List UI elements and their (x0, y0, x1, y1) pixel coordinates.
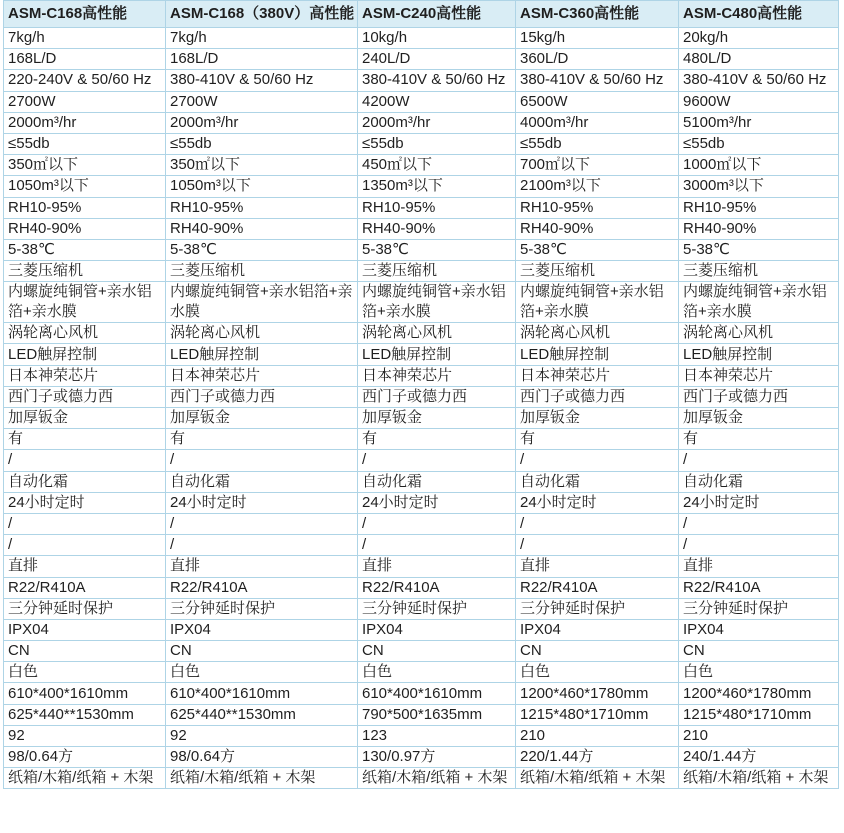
spec-cell: 24小时定时 (358, 492, 516, 513)
spec-cell: 20kg/h (679, 28, 839, 49)
spec-cell: R22/R410A (4, 577, 166, 598)
spec-cell: / (358, 535, 516, 556)
spec-cell: 直排 (679, 556, 839, 577)
spec-cell: ≤55db (679, 133, 839, 154)
spec-cell: 5100m³/hr (679, 112, 839, 133)
table-row (4, 704, 839, 725)
spec-cell: 三分钟延时保护 (516, 598, 679, 619)
spec-cell: 1215*480*1710mm (679, 704, 839, 725)
spec-cell: 纸箱/木箱/纸箱 + 木架 (4, 768, 166, 789)
table-row (4, 725, 839, 746)
table-row (4, 323, 839, 344)
spec-cell: 24小时定时 (516, 492, 679, 513)
spec-cell: 自动化霜 (4, 471, 166, 492)
spec-cell: RH40-90% (358, 218, 516, 239)
spec-cell: 有 (358, 429, 516, 450)
spec-cell: / (516, 513, 679, 534)
spec-cell: 三分钟延时保护 (358, 598, 516, 619)
spec-cell: 三菱压缩机 (4, 261, 166, 282)
spec-cell: 210 (679, 725, 839, 746)
spec-cell: 24小时定时 (679, 492, 839, 513)
spec-cell: 380-410V & 50/60 Hz (679, 70, 839, 91)
spec-cell: 168L/D (166, 49, 358, 70)
spec-cell: 日本神荣芯片 (4, 365, 166, 386)
table-row (4, 492, 839, 513)
spec-cell: 有 (166, 429, 358, 450)
spec-cell: 直排 (516, 556, 679, 577)
spec-cell: 450㎡以下 (358, 155, 516, 176)
spec-cell: 2000m³/hr (358, 112, 516, 133)
table-row (4, 683, 839, 704)
table-row (4, 598, 839, 619)
spec-cell: 625*440**1530mm (4, 704, 166, 725)
spec-cell: 350㎡以下 (166, 155, 358, 176)
table-row (4, 747, 839, 768)
table-row (4, 450, 839, 471)
spec-cell: 360L/D (516, 49, 679, 70)
spec-cell: 纸箱/木箱/纸箱 + 木架 (679, 768, 839, 789)
table-row (4, 261, 839, 282)
spec-cell: 三分钟延时保护 (166, 598, 358, 619)
spec-cell: 5-38℃ (166, 239, 358, 260)
column-header-1: ASM-C168高性能 (4, 1, 166, 28)
spec-cell: RH10-95% (4, 197, 166, 218)
spec-cell: 350㎡以下 (4, 155, 166, 176)
table-row (4, 49, 839, 70)
spec-cell: CN (166, 641, 358, 662)
spec-cell: 加厚钣金 (679, 408, 839, 429)
spec-cell: / (679, 450, 839, 471)
spec-cell: ≤55db (4, 133, 166, 154)
table-row (4, 239, 839, 260)
spec-cell: 加厚钣金 (166, 408, 358, 429)
spec-cell: R22/R410A (358, 577, 516, 598)
spec-cell: RH40-90% (166, 218, 358, 239)
spec-cell: / (679, 513, 839, 534)
table-row (4, 577, 839, 598)
column-header-5: ASM-C480高性能 (679, 1, 839, 28)
spec-cell: 98/0.64方 (166, 747, 358, 768)
spec-cell: 380-410V & 50/60 Hz (166, 70, 358, 91)
spec-cell: RH40-90% (679, 218, 839, 239)
spec-cell: / (166, 513, 358, 534)
table-row (4, 386, 839, 407)
spec-cell: 7kg/h (4, 28, 166, 49)
table-row (4, 513, 839, 534)
spec-cell: 5-38℃ (358, 239, 516, 260)
spec-cell: 日本神荣芯片 (516, 365, 679, 386)
spec-cell: 纸箱/木箱/纸箱 + 木架 (516, 768, 679, 789)
spec-cell: 西门子或德力西 (516, 386, 679, 407)
spec-cell: 西门子或德力西 (679, 386, 839, 407)
spec-cell: 西门子或德力西 (166, 386, 358, 407)
spec-cell: RH10-95% (166, 197, 358, 218)
spec-cell: / (166, 535, 358, 556)
table-row (4, 133, 839, 154)
spec-cell: / (166, 450, 358, 471)
column-header-3: ASM-C240高性能 (358, 1, 516, 28)
spec-cell: 直排 (166, 556, 358, 577)
spec-cell: 白色 (166, 662, 358, 683)
spec-cell: 三分钟延时保护 (679, 598, 839, 619)
spec-cell: / (516, 535, 679, 556)
spec-cell: R22/R410A (516, 577, 679, 598)
spec-cell: 240/1.44方 (679, 747, 839, 768)
spec-cell: IPX04 (4, 619, 166, 640)
spec-cell: 白色 (4, 662, 166, 683)
spec-cell: LED触屏控制 (4, 344, 166, 365)
table-row (4, 344, 839, 365)
spec-cell: 内螺旋纯铜管+亲水铝箔+亲水膜 (4, 282, 166, 323)
spec-cell: 自动化霜 (358, 471, 516, 492)
table-row (4, 91, 839, 112)
spec-cell: R22/R410A (679, 577, 839, 598)
spec-cell: 2700W (4, 91, 166, 112)
spec-cell: 三菱压缩机 (166, 261, 358, 282)
spec-cell: 加厚钣金 (516, 408, 679, 429)
spec-cell: 625*440**1530mm (166, 704, 358, 725)
spec-cell: 加厚钣金 (4, 408, 166, 429)
spec-cell: ≤55db (516, 133, 679, 154)
spec-cell: 有 (4, 429, 166, 450)
spec-cell: ≤55db (358, 133, 516, 154)
spec-cell: 380-410V & 50/60 Hz (358, 70, 516, 91)
spec-cell: 3000m³以下 (679, 176, 839, 197)
spec-cell: CN (4, 641, 166, 662)
table-row (4, 112, 839, 133)
table-row (4, 429, 839, 450)
spec-cell: 内螺旋纯铜管+亲水铝箔+亲水膜 (679, 282, 839, 323)
spec-cell: 涡轮离心风机 (679, 323, 839, 344)
spec-cell: 10kg/h (358, 28, 516, 49)
spec-cell: 三菱压缩机 (358, 261, 516, 282)
spec-cell: 700㎡以下 (516, 155, 679, 176)
spec-cell: RH10-95% (679, 197, 839, 218)
spec-cell: 6500W (516, 91, 679, 112)
spec-cell: 日本神荣芯片 (679, 365, 839, 386)
spec-cell: 5-38℃ (516, 239, 679, 260)
spec-cell: 涡轮离心风机 (166, 323, 358, 344)
spec-cell: 98/0.64方 (4, 747, 166, 768)
table-row (4, 768, 839, 789)
header-row (4, 1, 839, 28)
spec-cell: 9600W (679, 91, 839, 112)
spec-cell: 三分钟延时保护 (4, 598, 166, 619)
spec-cell: 1215*480*1710mm (516, 704, 679, 725)
spec-cell: 610*400*1610mm (166, 683, 358, 704)
spec-table (3, 0, 839, 789)
spec-cell: 日本神荣芯片 (166, 365, 358, 386)
spec-cell: LED触屏控制 (166, 344, 358, 365)
spec-cell: 240L/D (358, 49, 516, 70)
spec-cell: IPX04 (679, 619, 839, 640)
table-row (4, 176, 839, 197)
spec-cell: ≤55db (166, 133, 358, 154)
spec-cell: 610*400*1610mm (358, 683, 516, 704)
spec-cell: / (516, 450, 679, 471)
spec-cell: 2700W (166, 91, 358, 112)
spec-cell: 加厚钣金 (358, 408, 516, 429)
spec-cell: 92 (166, 725, 358, 746)
spec-cell: LED触屏控制 (516, 344, 679, 365)
spec-cell: / (4, 513, 166, 534)
spec-cell: 1050m³以下 (166, 176, 358, 197)
table-row (4, 28, 839, 49)
spec-cell: / (4, 450, 166, 471)
spec-cell: 15kg/h (516, 28, 679, 49)
spec-cell: CN (358, 641, 516, 662)
spec-cell: 24小时定时 (4, 492, 166, 513)
table-row (4, 365, 839, 386)
spec-cell: 1350m³以下 (358, 176, 516, 197)
spec-cell: 涡轮离心风机 (358, 323, 516, 344)
spec-cell: RH10-95% (516, 197, 679, 218)
column-header-4: ASM-C360高性能 (516, 1, 679, 28)
spec-cell: 5-38℃ (4, 239, 166, 260)
spec-cell: LED触屏控制 (679, 344, 839, 365)
spec-cell: 内螺旋纯铜管+亲水铝箔+亲水膜 (358, 282, 516, 323)
spec-cell: 有 (516, 429, 679, 450)
table-row (4, 282, 839, 323)
table-row (4, 471, 839, 492)
column-header-2: ASM-C168（380V）高性能 (166, 1, 358, 28)
spec-cell: CN (679, 641, 839, 662)
spec-cell: 涡轮离心风机 (516, 323, 679, 344)
spec-cell: 24小时定时 (166, 492, 358, 513)
spec-cell: 480L/D (679, 49, 839, 70)
spec-cell: / (4, 535, 166, 556)
spec-cell: 2000m³/hr (4, 112, 166, 133)
table-row (4, 218, 839, 239)
spec-cell: 220/1.44方 (516, 747, 679, 768)
spec-cell: 纸箱/木箱/纸箱 + 木架 (166, 768, 358, 789)
spec-cell: 西门子或德力西 (358, 386, 516, 407)
table-row (4, 197, 839, 218)
table-row (4, 662, 839, 683)
spec-cell: 2100m³以下 (516, 176, 679, 197)
spec-cell: CN (516, 641, 679, 662)
table-row (4, 641, 839, 662)
spec-cell: 直排 (358, 556, 516, 577)
spec-cell: IPX04 (516, 619, 679, 640)
spec-cell: 日本神荣芯片 (358, 365, 516, 386)
spec-cell: 1200*460*1780mm (516, 683, 679, 704)
spec-cell: 220-240V & 50/60 Hz (4, 70, 166, 91)
spec-cell: 7kg/h (166, 28, 358, 49)
spec-cell: IPX04 (358, 619, 516, 640)
spec-cell: 380-410V & 50/60 Hz (516, 70, 679, 91)
table-row (4, 70, 839, 91)
spec-cell: 92 (4, 725, 166, 746)
table-row (4, 619, 839, 640)
spec-cell: RH40-90% (4, 218, 166, 239)
spec-cell: / (358, 513, 516, 534)
spec-cell: 内螺旋纯铜管+亲水铝箔+亲水膜 (166, 282, 358, 323)
spec-cell: RH40-90% (516, 218, 679, 239)
spec-cell: 2000m³/hr (166, 112, 358, 133)
spec-cell: 123 (358, 725, 516, 746)
table-row (4, 556, 839, 577)
spec-cell: 自动化霜 (516, 471, 679, 492)
spec-cell: 三菱压缩机 (679, 261, 839, 282)
spec-cell: 1050m³以下 (4, 176, 166, 197)
spec-cell: 有 (679, 429, 839, 450)
spec-cell: 白色 (679, 662, 839, 683)
spec-cell: 西门子或德力西 (4, 386, 166, 407)
spec-cell: 内螺旋纯铜管+亲水铝箔+亲水膜 (516, 282, 679, 323)
spec-cell: / (679, 535, 839, 556)
spec-cell: LED触屏控制 (358, 344, 516, 365)
spec-cell: IPX04 (166, 619, 358, 640)
spec-cell: 涡轮离心风机 (4, 323, 166, 344)
spec-cell: 自动化霜 (166, 471, 358, 492)
spec-cell: R22/R410A (166, 577, 358, 598)
table-row (4, 535, 839, 556)
spec-cell: 三菱压缩机 (516, 261, 679, 282)
spec-cell: 168L/D (4, 49, 166, 70)
spec-cell: 4200W (358, 91, 516, 112)
spec-cell: 130/0.97方 (358, 747, 516, 768)
spec-cell: RH10-95% (358, 197, 516, 218)
spec-cell: 1000㎡以下 (679, 155, 839, 176)
spec-cell: 纸箱/木箱/纸箱 + 木架 (358, 768, 516, 789)
spec-cell: 1200*460*1780mm (679, 683, 839, 704)
table-row (4, 408, 839, 429)
spec-cell: 210 (516, 725, 679, 746)
spec-cell: / (358, 450, 516, 471)
spec-cell: 白色 (358, 662, 516, 683)
spec-cell: 4000m³/hr (516, 112, 679, 133)
spec-cell: 直排 (4, 556, 166, 577)
spec-cell: 自动化霜 (679, 471, 839, 492)
spec-cell: 610*400*1610mm (4, 683, 166, 704)
table-row (4, 155, 839, 176)
spec-cell: 白色 (516, 662, 679, 683)
spec-cell: 5-38℃ (679, 239, 839, 260)
spec-cell: 790*500*1635mm (358, 704, 516, 725)
